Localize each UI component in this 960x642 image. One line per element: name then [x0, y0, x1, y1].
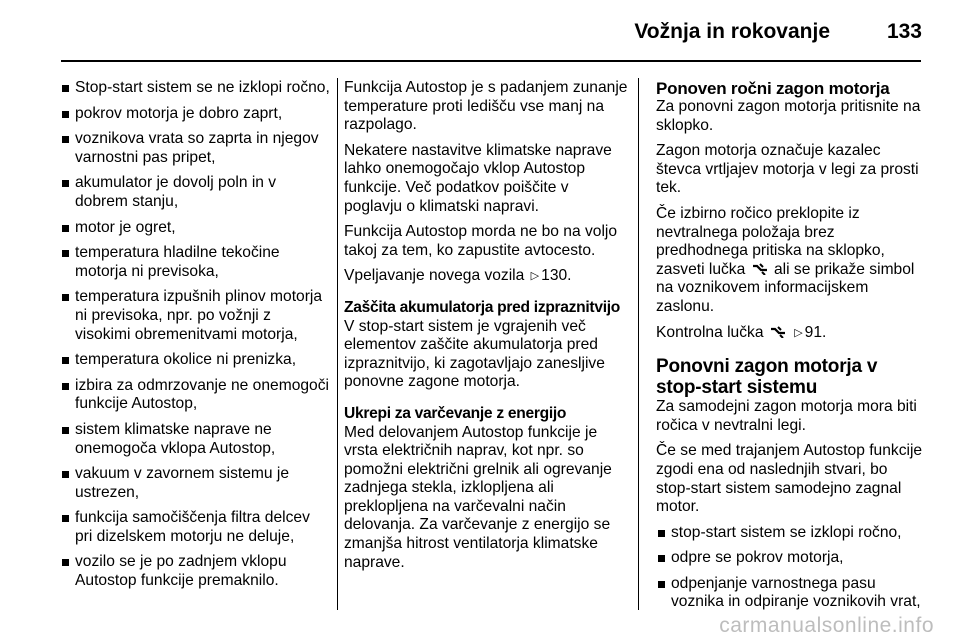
square-bullet-icon [62, 180, 69, 187]
paragraph: Funkcija Autostop morda ne bo na voljo takoj za tem, ko zapustite avtocesto. [344, 223, 618, 259]
watermark: carmanualsonline.info [719, 614, 934, 637]
list-item-text: vozilo se je po zadnjem vklopu Autostop funkcije premaknilo. [75, 553, 287, 590]
list-item [656, 524, 924, 543]
paragraph: Za ponovni zagon motorja pritisnite na sklopko. [656, 98, 921, 134]
paragraph: Če se med trajanjem Autostop funkcije zgodi ena od naslednjih stvari, bo stop-start sistem samodejno zagnal motor. [656, 442, 923, 516]
list-item-text: motor je ogret, [75, 218, 176, 236]
list-item [60, 79, 330, 98]
column-2 [344, 79, 628, 579]
list-item [60, 377, 330, 414]
list-item [60, 509, 330, 546]
list-item [60, 130, 330, 167]
subheading-energy: Ukrepi za varčevanje z energijo [344, 404, 567, 422]
list-item-text: temperatura hladilne tekočine motorja ni previsoka, [75, 244, 280, 280]
list-item [60, 219, 330, 238]
stop-start-lamp-icon [770, 326, 786, 338]
list-item [656, 575, 924, 612]
paragraph-reference [344, 267, 628, 286]
paragraph: Za samodejni zagon motorja mora biti ročica v nevtralni legi. [656, 398, 917, 434]
reference-page[interactable]: 130. [541, 267, 572, 285]
list-item [60, 288, 330, 344]
paragraph: Nekatere nastavitve klimatske naprave lahko onemogočajo vklop Autostop funkcije. Več podatkov poiščite v poglavju o klimatski napravi. [344, 141, 612, 215]
heading-auto-restart: Ponovni zagon motorja v stop-start sistemu [656, 356, 878, 399]
list-item [60, 351, 330, 370]
square-bullet-icon [658, 581, 665, 588]
square-bullet-icon [62, 515, 69, 522]
square-bullet-icon [62, 427, 69, 434]
list-item-text: sistem klimatske naprave ne onemogoča vklopa Autostop, [75, 420, 276, 457]
list-item-text: stop-start sistem se izklopi ročno, [671, 523, 902, 541]
page-number: 133 [886, 20, 922, 43]
list-item [60, 244, 330, 281]
arrow-reference-icon[interactable]: ▷ [794, 326, 803, 339]
paragraph-with-lamp [656, 205, 924, 317]
column-3 [656, 79, 924, 619]
list-item-text: akumulator je dovolj poln in v dobrem stanju, [75, 174, 277, 210]
lamp-text-before: Če izbirno ročico preklopite iz nevtralnega položaja brez predhodnega pritiska na sklopko, zasveti lučka [656, 204, 885, 278]
column-divider-2 [638, 78, 639, 610]
list-item-text: pokrov motorja je dobro zaprt, [75, 104, 283, 122]
square-bullet-icon [62, 111, 69, 118]
heading-manual-restart: Ponoven ročni zagon motorja [656, 79, 890, 98]
square-bullet-icon [62, 471, 69, 478]
square-bullet-icon [62, 136, 69, 143]
square-bullet-icon [62, 294, 69, 301]
subheading-battery: Zaščita akumulatorja pred izpraznitvijo [344, 298, 620, 316]
reference-page[interactable]: 91. [804, 323, 827, 341]
paragraph: Zagon motorja označuje kazalec števca vrtljajev motorja v legi za prosti tek. [656, 142, 919, 197]
square-bullet-icon [658, 555, 665, 562]
paragraph: Funkcija Autostop je s padanjem zunanje temperature proti ledišču vse manj na razpolago. [344, 79, 628, 134]
page-header [0, 0, 960, 60]
paragraph-reference [656, 324, 924, 343]
list-item [60, 421, 330, 458]
list-item [60, 553, 330, 590]
list-item-text: Stop-start sistem se ne izklopi ročno, [75, 79, 330, 96]
square-bullet-icon [62, 383, 69, 390]
square-bullet-icon [62, 357, 69, 364]
lamp-text-after: ali se prikaže simbol na voznikovem informacijskem zaslonu. [656, 260, 915, 315]
square-bullet-icon [62, 559, 69, 566]
list-item [60, 174, 330, 211]
reference-text: Vpeljavanje novega vozila [344, 267, 525, 285]
condition-list [60, 79, 330, 591]
reference-text: Kontrolna lučka [656, 323, 764, 341]
paragraph: V stop-start sistem je vgrajenih več elementov zaščite akumulatorja pred izpraznitvijo, ki zagotavljajo zanesljive ponovne zagone motorja. [344, 317, 605, 391]
square-bullet-icon [658, 530, 665, 537]
list-item-text: vakuum v zavornem sistemu je ustrezen, [75, 465, 290, 501]
restart-list [656, 524, 924, 612]
list-item-text: izbira za odmrzovanje ne onemogoči funkcije Autostop, [75, 376, 329, 413]
header-rule [61, 60, 921, 62]
square-bullet-icon [62, 85, 69, 92]
stop-start-lamp-icon [752, 263, 768, 275]
running-title: Vožnja in rokovanje [634, 20, 830, 43]
paragraph: Med delovanjem Autostop funkcije je vrsta električnih naprav, kot npr. so pomožni električni grelnik ali ogrevanje zadnjega stekla, izklopljena ali preklopljena na varčevalni način delovanja. Za varčevanje z energijo se zmanjša hitrost ventilatorja klimatske naprave. [344, 423, 612, 571]
list-item-text: temperatura izpušnih plinov motorja ni previsoka, npr. po vožnji z visokimi obremenitvami motorja, [75, 288, 323, 343]
list-item-text: odpre se pokrov motorja, [671, 549, 844, 567]
list-item-text: voznikova vrata so zaprta in njegov varnostni pas pripet, [75, 130, 319, 166]
list-item-text: temperatura okolice ni prenizka, [75, 351, 297, 369]
list-item [60, 465, 330, 502]
column-divider-1 [337, 78, 338, 610]
list-item [656, 549, 924, 568]
list-item-text: funkcija samočiščenja filtra delcev pri dizelskem motorju ne deluje, [75, 509, 310, 545]
square-bullet-icon [62, 225, 69, 232]
square-bullet-icon [62, 250, 69, 257]
arrow-reference-icon[interactable]: ▷ [530, 270, 540, 283]
column-1 [60, 79, 330, 598]
list-item [60, 105, 330, 124]
list-item-text: odpenjanje varnostnega pasu voznika in odpiranje voznikovih vrat, [671, 574, 921, 611]
